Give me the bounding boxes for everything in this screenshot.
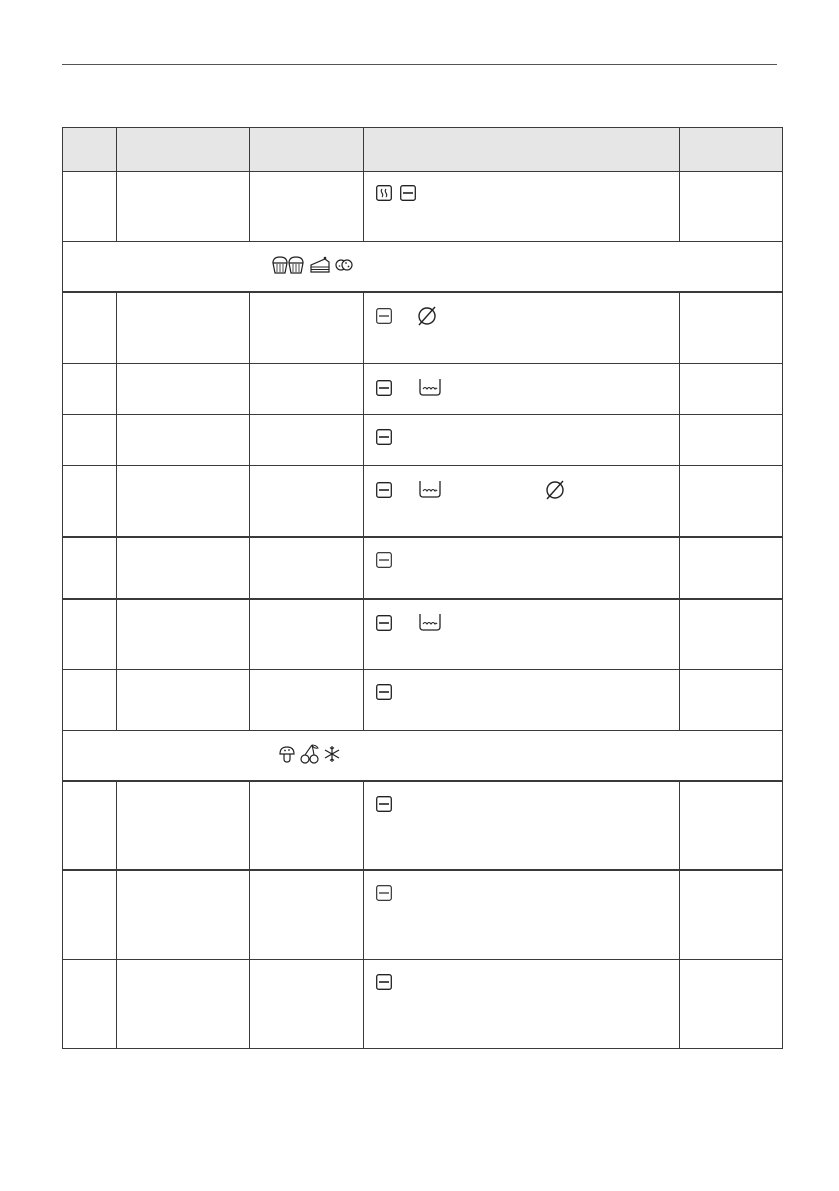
bottom-heat-icon: [376, 885, 392, 901]
section-row: [63, 242, 783, 292]
table-row: [63, 669, 783, 730]
table-cell: [117, 599, 250, 670]
section-cell: [63, 730, 783, 781]
header-cell: [63, 128, 117, 172]
water-tray-icon: [419, 378, 441, 396]
table-cell: [250, 599, 364, 670]
table-cell: [117, 537, 250, 599]
table-cell: [364, 870, 680, 960]
bottom-heat-icon: [376, 308, 392, 324]
section-row: [63, 730, 783, 781]
table-cell: [250, 960, 364, 1049]
table-cell: [250, 465, 364, 537]
table-cell: [680, 870, 783, 960]
cherries-icon: [300, 744, 320, 767]
table-cell: [250, 363, 364, 414]
table-row: [63, 465, 783, 537]
bottom-heat-icon: [376, 482, 392, 498]
mushroom-icon: [278, 745, 296, 766]
table-cell: [63, 599, 117, 670]
no-preheat-icon: [416, 305, 438, 327]
table-cell: [63, 870, 117, 960]
table-cell: [364, 781, 680, 870]
table-cell: [364, 669, 680, 730]
table-cell: [680, 414, 783, 465]
header-cell: [680, 128, 783, 172]
table-cell: [63, 465, 117, 537]
bottom-heat-icon: [376, 615, 392, 631]
table-row: [63, 781, 783, 870]
table-row: [63, 537, 783, 599]
cake-slice-icon: [309, 256, 331, 277]
table-cell: [63, 669, 117, 730]
table-cell: [680, 292, 783, 364]
table-row: [63, 172, 783, 242]
table-cell: [680, 537, 783, 599]
header-rule: [62, 64, 777, 65]
table-cell: [117, 414, 250, 465]
table-cell: [250, 781, 364, 870]
muffins-icon: [271, 255, 305, 278]
table-cell: [63, 537, 117, 599]
bottom-heat-icon: [376, 974, 392, 990]
table-cell: [364, 414, 680, 465]
bottom-heat-icon: [376, 684, 392, 700]
table-row: [63, 960, 783, 1049]
cookies-icon: [335, 257, 353, 276]
table-cell: [680, 669, 783, 730]
table-cell: [250, 292, 364, 364]
bottom-heat-icon: [376, 380, 392, 396]
table-row: [63, 870, 783, 960]
table-cell: [364, 172, 680, 242]
table-cell: [680, 781, 783, 870]
snowflake-icon: [324, 745, 340, 766]
table-cell: [117, 669, 250, 730]
table-row: [63, 599, 783, 670]
table-cell: [364, 599, 680, 670]
header-cell: [250, 128, 364, 172]
table-cell: [63, 960, 117, 1049]
table-cell: [117, 960, 250, 1049]
table-cell: [364, 960, 680, 1049]
table-cell: [63, 414, 117, 465]
bottom-heat-icon: [376, 552, 392, 568]
table-cell: [117, 363, 250, 414]
cooking-table: [62, 127, 783, 1049]
no-preheat-icon: [544, 479, 566, 501]
table-cell: [680, 599, 783, 670]
table-cell: [117, 870, 250, 960]
table-row: [63, 363, 783, 414]
table-cell: [364, 292, 680, 364]
table-cell: [63, 292, 117, 364]
table-cell: [680, 960, 783, 1049]
table-cell: [117, 781, 250, 870]
table-cell: [250, 537, 364, 599]
header-cell: [364, 128, 680, 172]
table-cell: [63, 781, 117, 870]
table-cell: [63, 363, 117, 414]
table-header-row: [63, 128, 783, 172]
table-cell: [250, 669, 364, 730]
table-cell: [250, 414, 364, 465]
table-cell: [63, 172, 117, 242]
section-cell: [63, 242, 783, 292]
table-cell: [117, 465, 250, 537]
water-tray-icon: [419, 480, 441, 498]
table-cell: [680, 172, 783, 242]
table-cell: [364, 363, 680, 414]
bottom-heat-icon: [400, 185, 416, 201]
table-cell: [364, 537, 680, 599]
steam-heating-icon: [376, 185, 392, 201]
header-cell: [117, 128, 250, 172]
table-cell: [680, 465, 783, 537]
bottom-heat-icon: [376, 796, 392, 812]
table-cell: [250, 870, 364, 960]
table-row: [63, 292, 783, 364]
bottom-heat-icon: [376, 429, 392, 445]
water-tray-icon: [419, 613, 441, 631]
table-row: [63, 414, 783, 465]
table-cell: [250, 172, 364, 242]
table-cell: [364, 465, 680, 537]
table-cell: [680, 363, 783, 414]
table-cell: [117, 292, 250, 364]
table-cell: [117, 172, 250, 242]
